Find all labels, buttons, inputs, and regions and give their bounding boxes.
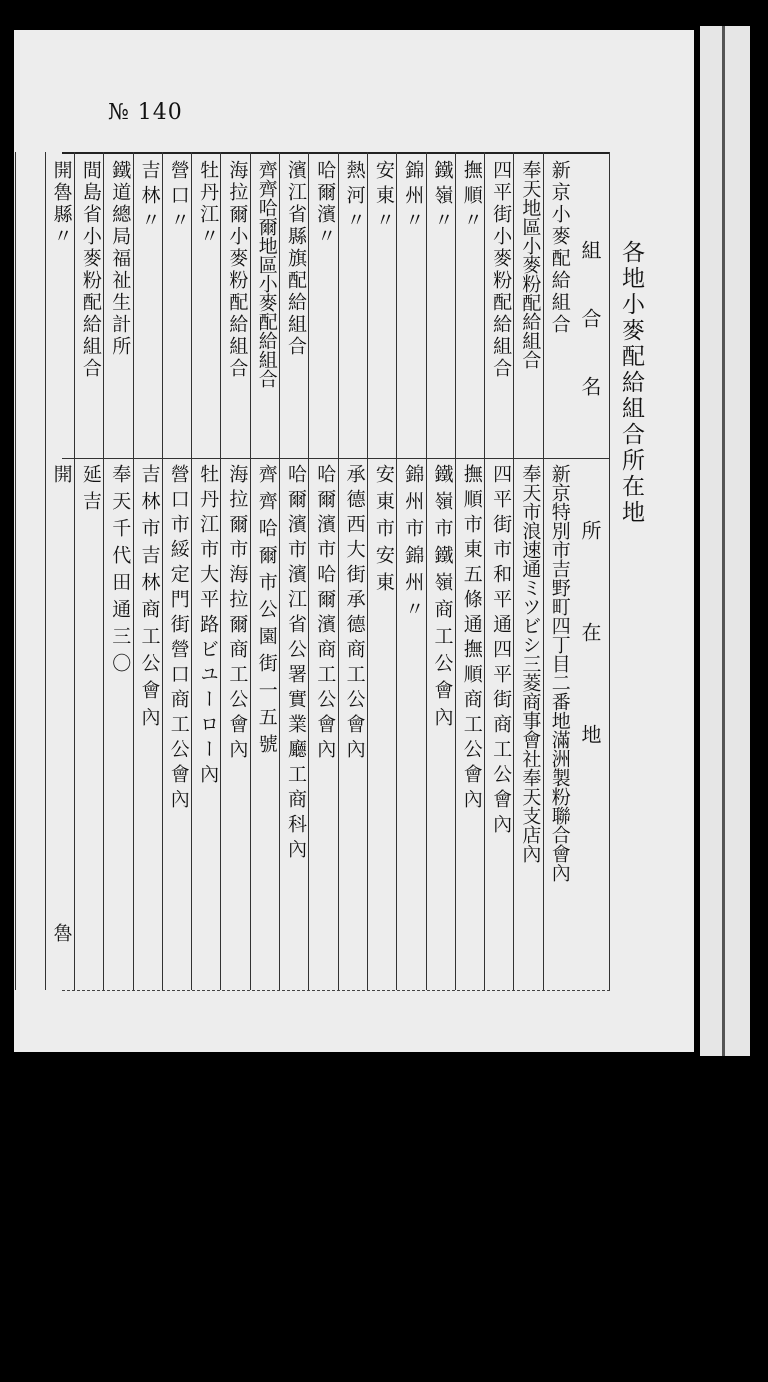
row-name: 間島省小麥粉配給組合 [79,160,102,380]
row-name: 熱河〃 [343,160,366,235]
row-location: 哈爾濱市哈爾濱商工公會內 [314,464,337,764]
row-location: 開魯 [50,464,73,1382]
row-name: 開魯縣〃 [50,160,73,248]
row-location: 奉天千代田通三〇 [109,464,132,680]
row-location: 承德西大街承德商工公會內 [343,464,366,764]
row-location: 鐵嶺市鐵嶺商工公會內 [431,464,454,734]
row-name: 濱江省縣旗配給組合 [285,160,307,358]
column-line [609,152,610,990]
page-edge-strip [700,26,750,1056]
row-location: 四平街市和平通四平街商工公會內 [490,464,513,839]
row-name: 牡丹江〃 [197,160,220,248]
row-name: 撫順〃 [460,160,483,235]
row-location: 奉天市浪速通ミツビシ三菱商事會社奉天支店內 [519,464,542,863]
header-location: 所在地 [578,520,602,826]
row-name: 錦州〃 [402,160,425,235]
row-location: 海拉爾市海拉爾商工公會內 [226,464,249,764]
header-name: 組合名 [578,240,602,444]
row-location: 齊齊哈爾市公園街一五號 [255,464,278,761]
row-location: 撫順市東五條通撫順商工公會內 [460,464,483,814]
row-location: 延吉 [79,464,102,518]
row-location: 牡丹江市大平路ビユーロー內 [197,464,220,789]
row-name: 鐵道總局福祉生計所 [109,160,132,358]
row-name: 齊齊哈爾地區小麥配給組合 [255,160,278,388]
row-name: 鐵嶺〃 [431,160,454,235]
row-name: 安東〃 [372,160,395,235]
row-location: 新京特別市吉野町四丁目二番地滿洲製粉聯合會內 [548,464,571,882]
row-name: 吉林〃 [138,160,161,235]
row-name: 營口〃 [167,160,190,235]
column-line [45,152,46,990]
row-location: 哈爾濱市濱江省公署實業廳工商科內 [285,464,307,864]
row-name: 四平街小麥粉配給組合 [490,160,513,380]
row-location: 吉林市吉林商工公會內 [138,464,161,734]
row-location: 營口市綏定門街營口商工公會內 [167,464,190,814]
document-title: 各地小麥配給組合所在地 [618,240,644,526]
row-name: 哈爾濱〃 [314,160,337,248]
column-line [15,152,16,990]
row-name: 奉天地區小麥粉配給組合 [519,160,542,369]
row-name: 海拉爾小麥粉配給組合 [226,160,249,380]
page-number: № 140 [108,100,183,125]
column-divider-line [62,458,610,459]
row-name: 新京小麥配給組合 [548,160,571,336]
row-location: 安東市安東 [372,464,395,599]
row-location: 錦州市錦州〃 [402,464,425,626]
page-edge-line [722,26,725,1056]
